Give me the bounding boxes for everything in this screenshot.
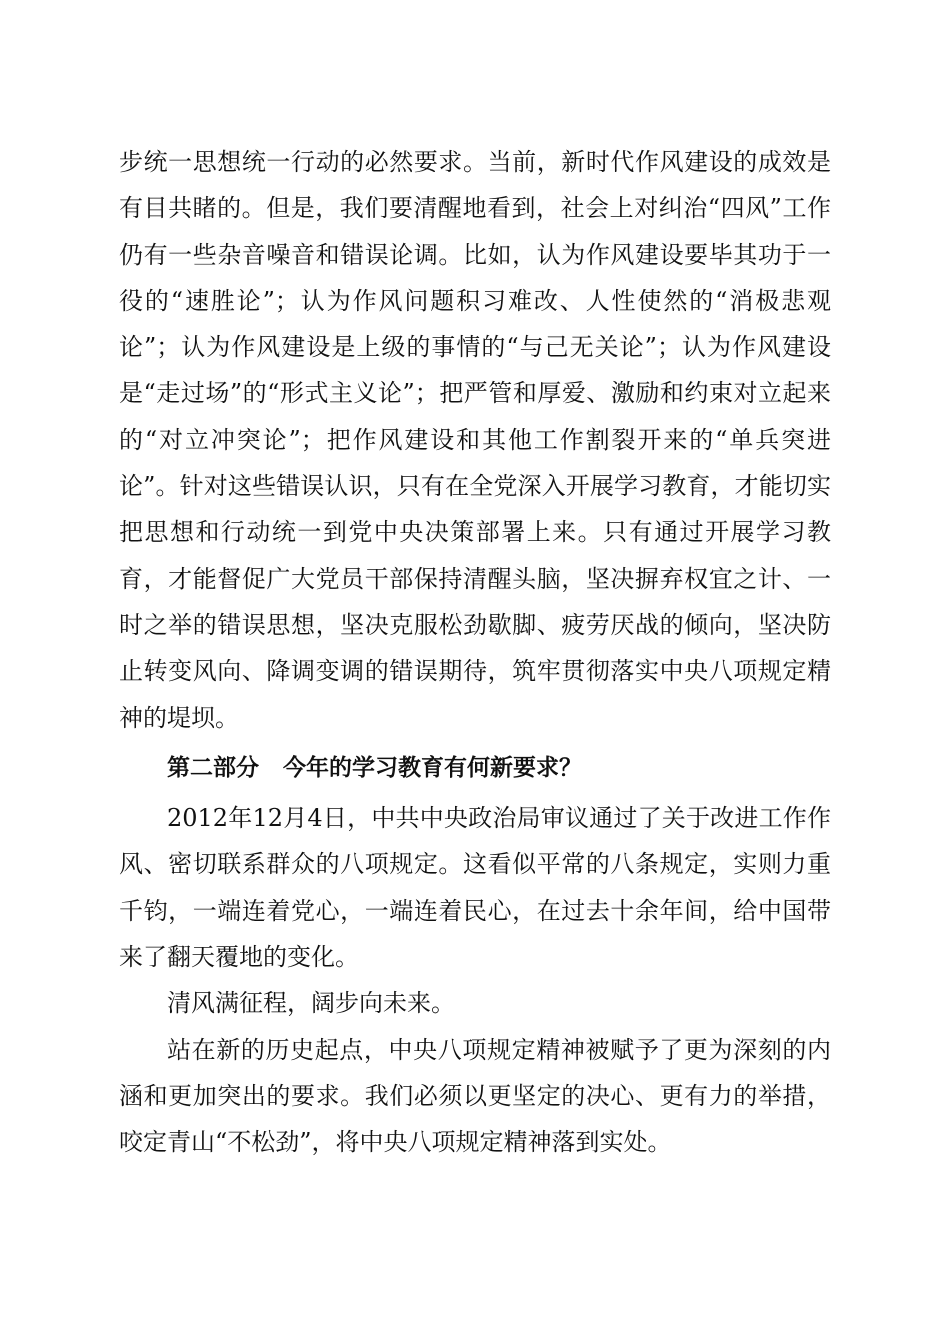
paragraph-eight-rules: 2012年12月4日，中共中央政治局审议通过了关于改进工作作风、密切联系群众的八项规定。这看似平常的八条规定，实则力重千钧，一端连着党心，一端连着民心，在过去十余年间，给中国带来了翻天覆地的变化。	[119, 804, 831, 972]
section-heading	[119, 745, 831, 791]
section-heading-title: 今年的学习教育有何新要求？	[283, 754, 582, 781]
paragraph-new-starting-point: 站在新的历史起点，中央八项规定精神被赋予了更为深刻的内涵和更加突出的要求。我们必须以更坚定的决心、更有力的举措，咬定青山“不松劲”，将中央八项规定精神落到实处。	[119, 1035, 831, 1157]
paragraph-continuation: 步统一思想统一行动的必然要求。当前，新时代作风建设的成效是有目共睹的。但是，我们要清醒地看到，社会上对纠治“四风”工作仍有一些杂音噪音和错误论调。比如，认为作风建设要毕其功于一役的“速胜论”；认为作风问题积习难改、人性使然的“消极悲观论”；认为作风建设是上级的事情的“与己无关论”；认为作风建设是“走过场”的“形式主义论”；把严管和厚爱、激励和约束对立起来的“对立冲突论”；把作风建设和其他工作割裂开来的“单兵突进论”。针对这些错误认识，只有在全党深入开展学习教育，才能切实把思想和行动统一到党中央决策部署上来。只有通过开展学习教育，才能督促广大党员干部保持清醒头脑，坚决摒弃权宜之计、一时之举的错误思想，坚决克服松劲歇脚、疲劳厌战的倾向，坚决防止转变风向、降调变调的错误期待，筑牢贯彻落实中央八项规定精神的堤坝。	[119, 148, 831, 732]
document-body	[119, 139, 831, 1166]
paragraph-slogan: 清风满征程，阔步向未来。	[167, 989, 455, 1018]
section-heading-part: 第二部分	[167, 754, 259, 781]
